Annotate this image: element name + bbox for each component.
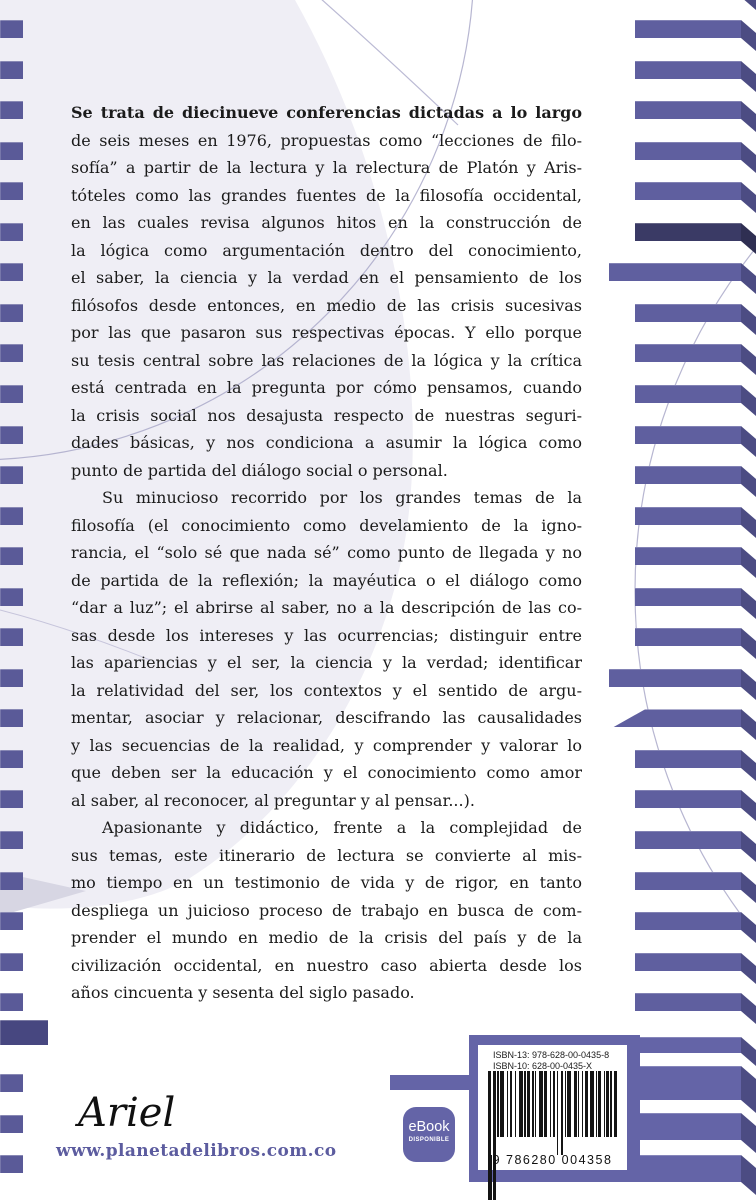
body-line: las apariencias y el ser, la ciencia y la verdad; identificar xyxy=(71,653,582,672)
body-line: que deben ser la educación y el conocimiento como amor xyxy=(71,763,582,782)
ebook-badge-title: eBook xyxy=(408,1119,450,1135)
left-stripe xyxy=(0,182,23,200)
left-stripe xyxy=(0,953,23,971)
right-stripe-fold xyxy=(741,1155,756,1195)
body-line: mo tiempo en un testimonio de vida y de rigor, en tanto xyxy=(71,873,582,892)
right-stripe xyxy=(635,588,741,606)
left-stripe xyxy=(0,831,23,849)
right-stripe-fold xyxy=(741,344,756,375)
right-stripe-fold xyxy=(741,669,756,700)
body-line: está centrada en la pregunta por cómo pensamos, cuando xyxy=(71,378,582,397)
right-stripe-fold xyxy=(741,953,756,984)
right-stripe xyxy=(635,101,741,119)
left-stripe xyxy=(0,304,23,322)
body-line: filosofía (el conocimiento como develamiento de la igno- xyxy=(71,515,582,535)
body-line: Su minucioso recorrido por los grandes temas de la xyxy=(102,488,582,507)
right-stripe-fold xyxy=(741,263,756,294)
isbn10-label: ISBN-10: 628-00-0435-X xyxy=(493,1060,593,1071)
body-line: despliega un juicioso proceso de trabajo en busca de com- xyxy=(71,900,582,920)
right-stripe-fold xyxy=(741,61,756,92)
body-line: por las que pasaron sus respectivas épocas. Y ello porque xyxy=(71,323,582,342)
body-line: de seis meses en 1976, propuestas como “lecciones de filo- xyxy=(71,130,582,150)
right-stripe xyxy=(635,223,741,241)
body-line: filósofos desde entonces, en medio de las crisis sucesivas xyxy=(71,295,582,315)
right-stripe-fold xyxy=(741,507,756,538)
right-stripe-fold xyxy=(741,20,756,51)
left-stripe xyxy=(0,223,23,241)
left-stripe xyxy=(0,588,23,606)
right-stripe xyxy=(635,628,741,646)
body-line: tóteles como las grandes fuentes de la filosofía occidental, xyxy=(71,185,582,205)
right-stripe xyxy=(635,790,741,808)
right-stripe-fold xyxy=(741,466,756,497)
barcode-frame-tab xyxy=(390,1075,472,1090)
body-line: en las cuales revisa algunos hitos en la construcción de xyxy=(71,213,582,232)
left-stripe xyxy=(0,709,23,727)
ebook-badge-subtitle: DISPONIBLE xyxy=(408,1137,450,1143)
right-stripe xyxy=(635,142,741,160)
left-stripe xyxy=(0,507,23,525)
left-stripe xyxy=(0,547,23,565)
right-stripe xyxy=(635,344,741,362)
body-line: al saber, al reconocer, al preguntar y al pensar...). xyxy=(71,790,475,810)
left-stripe xyxy=(0,872,23,890)
body-line: su tesis central sobre las relaciones de la lógica y la crítica xyxy=(71,350,582,370)
right-stripe xyxy=(635,993,741,1011)
left-stripe xyxy=(0,101,23,119)
left-stripe xyxy=(0,344,23,362)
body-line: Se trata de diecinueve conferencias dictadas a lo largo xyxy=(71,103,582,122)
left-stripe xyxy=(0,20,23,38)
right-stripe-fold xyxy=(741,426,756,457)
ariel-publisher-logo: Ariel xyxy=(78,1090,176,1136)
right-stripe-fold xyxy=(741,101,756,132)
body-line: “dar a luz”; el abrirse al saber, no a la descripción de las co- xyxy=(71,598,582,617)
right-stripe xyxy=(640,1037,741,1053)
right-stripe-fold xyxy=(741,547,756,578)
right-stripe-fold xyxy=(741,993,756,1024)
right-stripe-fold xyxy=(741,709,756,740)
body-line: rancia, el “solo sé que nada sé” como punto de llegada y no xyxy=(71,543,582,562)
right-stripe xyxy=(635,547,741,565)
body-line: de partida de la reflexión; la mayéutica o el diálogo como xyxy=(71,570,582,590)
left-stripe xyxy=(0,263,23,281)
right-stripe xyxy=(635,304,741,322)
body-line: sus temas, este itinerario de lectura se convierte al mis- xyxy=(71,845,582,865)
body-line: el saber, la ciencia y la verdad en el pensamiento de los xyxy=(71,268,582,287)
left-stripe xyxy=(0,61,23,79)
ean-barcode xyxy=(488,1071,620,1155)
left-stripe xyxy=(0,142,23,160)
body-line: prender el mundo en medio de la crisis del país y de la xyxy=(71,928,582,947)
right-stripe-fold xyxy=(741,912,756,943)
ebook-available-badge xyxy=(403,1107,455,1162)
left-stripe xyxy=(0,912,23,930)
right-stripe xyxy=(640,1113,741,1140)
right-stripe xyxy=(635,953,741,971)
right-stripe-fold xyxy=(741,142,756,173)
right-stripe-fold xyxy=(741,223,756,254)
publisher-website-url: www.planetadelibros.com.co xyxy=(56,1141,337,1161)
left-stripe xyxy=(0,1074,23,1092)
right-stripe-fold xyxy=(741,1066,756,1113)
body-line: mentar, asociar y relacionar, descifrando las causalidades xyxy=(71,708,582,727)
right-stripe xyxy=(635,20,741,38)
left-stripe xyxy=(0,426,23,444)
right-stripe xyxy=(609,263,741,281)
right-stripe-fold xyxy=(741,790,756,821)
left-stripe xyxy=(0,669,23,687)
right-stripe xyxy=(635,750,741,768)
right-stripe-fold xyxy=(741,588,756,619)
right-stripe xyxy=(609,669,741,687)
right-stripe-fold xyxy=(741,750,756,781)
right-stripe xyxy=(635,872,741,890)
right-stripe xyxy=(635,466,741,484)
left-stripe xyxy=(0,790,23,808)
right-stripe-fold xyxy=(741,831,756,862)
right-stripe xyxy=(635,182,741,200)
synopsis-text xyxy=(71,99,582,1007)
body-line: dades básicas, y nos condiciona a asumir la lógica como xyxy=(71,433,582,452)
left-stripe xyxy=(0,1115,23,1133)
left-stripe xyxy=(0,750,23,768)
body-line: la lógica como argumentación dentro del conocimiento, xyxy=(71,240,582,260)
right-stripe xyxy=(635,426,741,444)
right-stripe xyxy=(613,709,741,727)
right-stripe-fold xyxy=(741,385,756,416)
right-stripe xyxy=(635,61,741,79)
body-line: y las secuencias de la realidad, y comprender y valorar lo xyxy=(71,735,582,755)
body-line: punto de partida del diálogo social o personal. xyxy=(71,460,448,480)
barcode-frame xyxy=(469,1035,640,1182)
right-stripe xyxy=(640,1066,741,1100)
right-stripe xyxy=(635,385,741,403)
barcode-digits: 9 786280 004358 xyxy=(492,1153,613,1167)
left-stripe-wide xyxy=(0,1020,48,1045)
right-stripe xyxy=(635,507,741,525)
body-line: la relatividad del ser, los contextos y el sentido de argu- xyxy=(71,680,582,700)
right-stripe-fold xyxy=(741,628,756,659)
left-stripe xyxy=(0,1155,23,1173)
body-line: Apasionante y didáctico, frente a la complejidad de xyxy=(102,818,582,837)
body-line: civilización occidental, en nuestro caso abierta desde los xyxy=(71,955,582,975)
right-stripe xyxy=(635,831,741,849)
barcode-box xyxy=(478,1045,627,1170)
right-stripe-fold xyxy=(741,1037,756,1066)
right-stripe xyxy=(640,1155,741,1182)
right-stripe-fold xyxy=(741,872,756,903)
left-stripe xyxy=(0,385,23,403)
body-line: años cincuenta y sesenta del siglo pasado. xyxy=(71,983,415,1002)
right-stripe-fold xyxy=(741,182,756,213)
body-line: la crisis social nos desajusta respecto de nuestras seguri- xyxy=(71,405,582,425)
right-stripe-fold xyxy=(741,1113,756,1153)
right-stripe xyxy=(635,912,741,930)
body-line: sas desde los intereses y las ocurrencias; distinguir entre xyxy=(71,625,582,645)
right-stripe-fold xyxy=(741,304,756,335)
body-line: sofía” a partir de la lectura y la relectura de Platón y Aris- xyxy=(71,158,582,177)
isbn13-label: ISBN-13: 978-628-00-0435-8 xyxy=(493,1050,610,1060)
left-stripe xyxy=(0,993,23,1011)
left-stripe xyxy=(0,628,23,646)
left-stripe xyxy=(0,466,23,484)
right-stripe-fold xyxy=(741,0,756,10)
